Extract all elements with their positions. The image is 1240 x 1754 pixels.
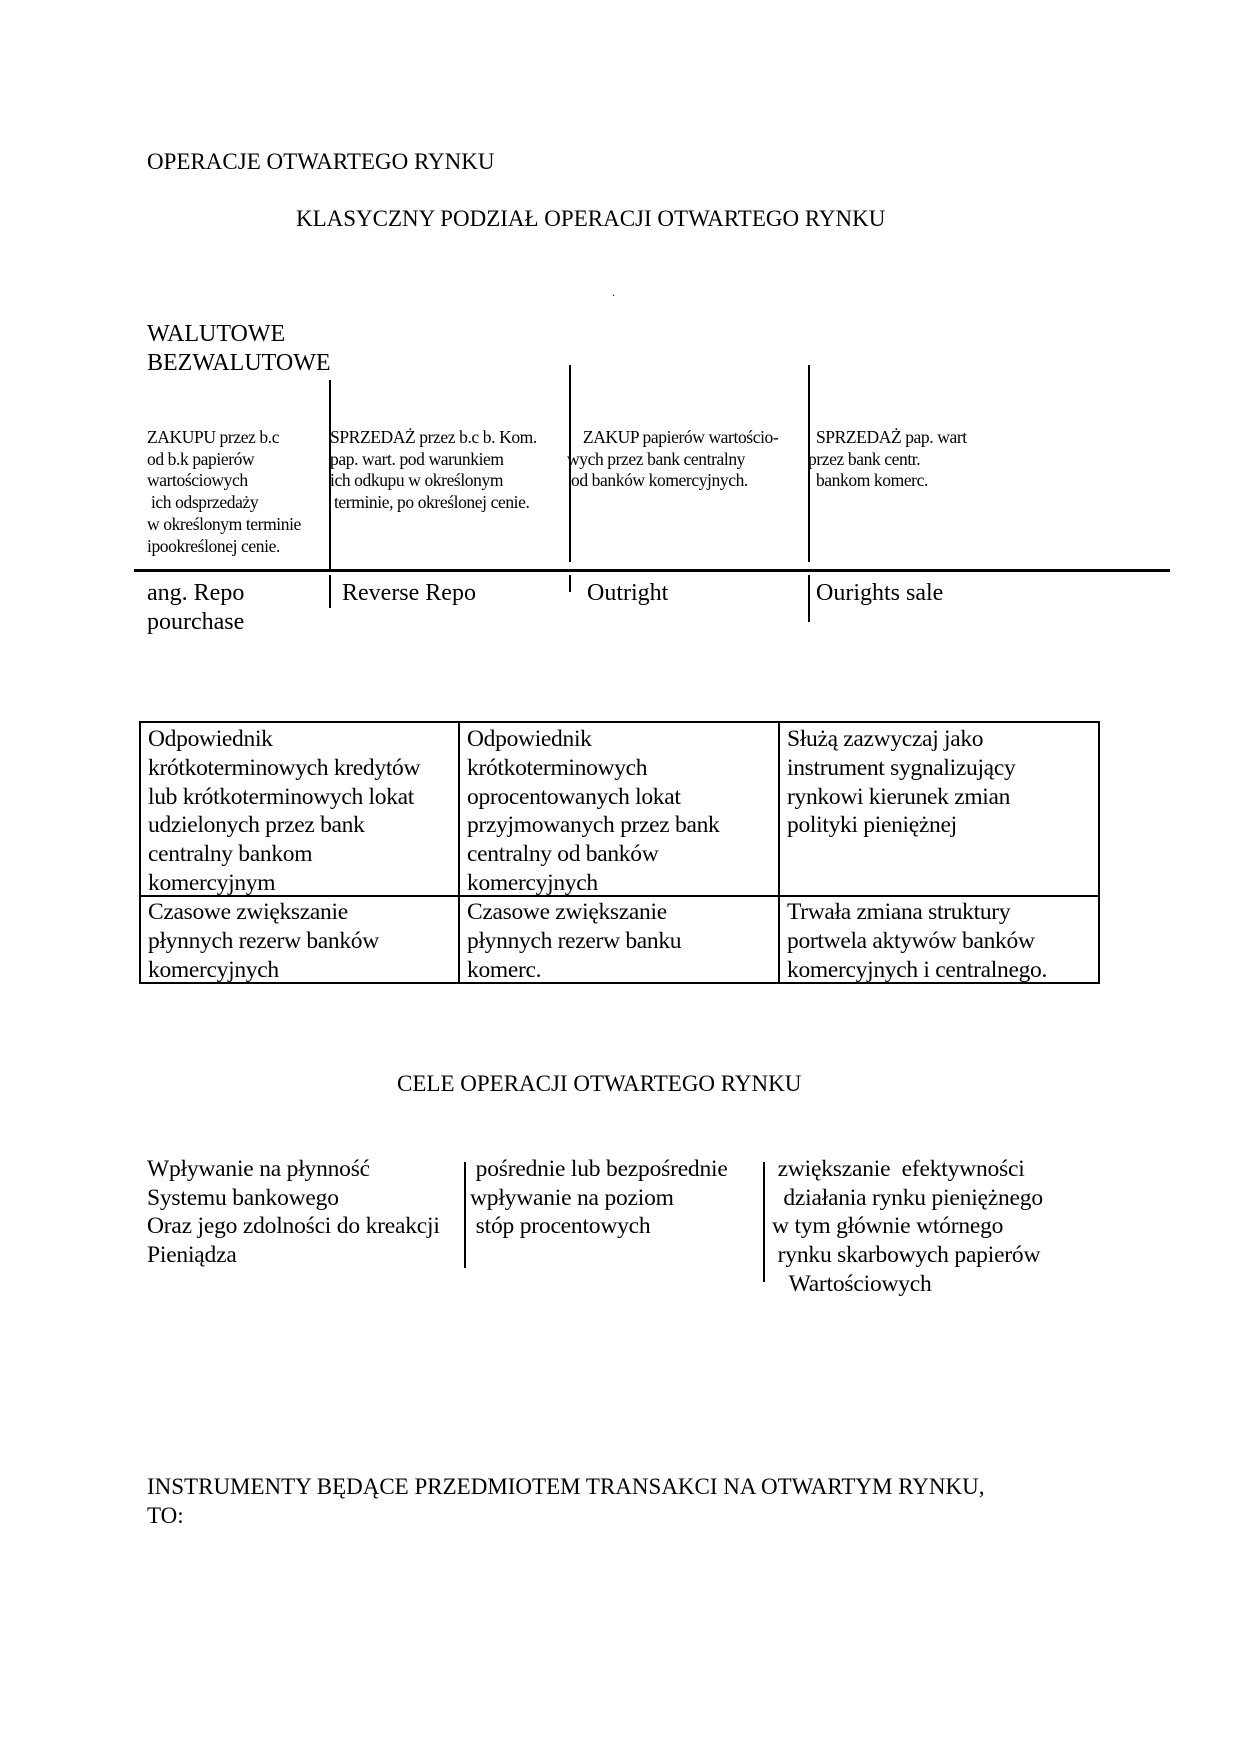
text-line: krótkoterminowych xyxy=(467,754,648,781)
text-line: w określonym terminie xyxy=(147,513,301,534)
operation-label xyxy=(147,579,244,637)
operation-label xyxy=(587,579,668,608)
text-line: instrument sygnalizujący xyxy=(787,754,1016,781)
operation-label xyxy=(342,579,476,608)
text-line: INSTRUMENTY BĘDĄCE PRZEDMIOTEM TRANSAKCI NA OTWARTYM RYNKU, xyxy=(147,1474,985,1499)
text-line: pośrednie lub bezpośrednie xyxy=(470,1156,728,1182)
text-line: płynnych rezerw banku xyxy=(467,927,682,954)
table-cell xyxy=(460,896,688,986)
divider-line xyxy=(569,575,571,592)
text-line: bankom komerc. xyxy=(808,470,928,491)
operation-description xyxy=(147,427,301,557)
text-line: SPRZEDAŻ pap. wart xyxy=(808,427,967,447)
text-line: pourchase xyxy=(147,609,245,635)
text-line: Odpowiednik xyxy=(148,726,273,752)
table-cell xyxy=(780,896,1054,986)
table-cell xyxy=(780,723,1022,842)
category-walutowe: WALUTOWE xyxy=(147,321,286,347)
document-title: OPERACJE OTWARTEGO RYNKU xyxy=(147,149,495,174)
text-line: Służą zazwyczaj jako xyxy=(787,726,984,752)
goal-item xyxy=(470,1155,728,1241)
text-line: Pieniądza xyxy=(147,1242,237,1269)
text-line: Czasowe zwiększanie xyxy=(467,899,667,925)
text-line: udzielonych przez bank xyxy=(148,812,365,839)
text-line: ipookreślonej cenie. xyxy=(147,535,280,556)
text-line: komercyjnym xyxy=(148,869,276,896)
text-line: od banków komercyjnych. xyxy=(567,470,748,491)
text-line: przez bank centr. xyxy=(808,448,921,469)
section-title-classic-division: KLASYCZNY PODZIAŁ OPERACJI OTWARTEGO RYNKU xyxy=(296,206,886,231)
divider-line xyxy=(329,575,331,608)
text-line: Reverse Repo xyxy=(342,580,476,606)
text-line: Czasowe zwiększanie xyxy=(148,899,348,925)
stray-dot: . xyxy=(612,285,615,299)
text-line: Oraz jego zdolności do kreakcji xyxy=(147,1213,440,1240)
text-line: ang. Repo xyxy=(147,580,245,606)
section-title-goals: CELE OPERACJI OTWARTEGO RYNKU xyxy=(397,1071,802,1096)
text-line: TO: xyxy=(147,1503,184,1528)
text-line: komercyjnych xyxy=(467,869,598,896)
category-bezwalutowe: BEZWALUTOWE xyxy=(147,350,331,376)
text-line: rynku skarbowych papierów xyxy=(772,1242,1041,1269)
text-line: portwela aktywów banków xyxy=(787,927,1035,954)
operation-description xyxy=(330,427,537,514)
divider-line xyxy=(763,1162,765,1282)
text-line: krótkoterminowych kredytów xyxy=(148,754,421,781)
text-line: Outright xyxy=(587,580,669,606)
table-cell xyxy=(141,723,427,900)
text-line: pap. wart. pod warunkiem xyxy=(330,448,504,469)
goal-item xyxy=(772,1155,1043,1299)
text-line: od b.k papierów xyxy=(147,448,255,469)
table-cell xyxy=(460,723,727,900)
text-line: wych przez bank centralny xyxy=(567,448,746,469)
text-line: stóp procentowych xyxy=(470,1213,651,1240)
text-line: Wpływanie na płynność xyxy=(147,1156,370,1182)
divider-line xyxy=(808,575,810,622)
text-line: zwiększanie efektywności xyxy=(772,1156,1025,1182)
text-line: Trwała zmiana struktury xyxy=(787,899,1011,925)
goal-item xyxy=(147,1155,440,1270)
section-title-instruments xyxy=(147,1472,985,1530)
text-line: centralny bankom xyxy=(148,841,313,868)
text-line: rynkowi kierunek zmian xyxy=(787,783,1011,810)
text-line: ZAKUPU przez b.c xyxy=(147,427,280,447)
text-line: Odpowiednik xyxy=(467,726,592,752)
text-line: oprocentowanych lokat xyxy=(467,783,681,810)
text-line: terminie, po określonej cenie. xyxy=(330,492,530,513)
text-line: komercyjnych xyxy=(148,956,279,983)
operation-label xyxy=(816,579,943,608)
operation-description xyxy=(567,427,778,492)
text-line: wpływanie na poziom xyxy=(470,1184,674,1211)
text-line: ich odsprzedaży xyxy=(147,492,259,513)
text-line: w tym głównie wtórnego xyxy=(772,1213,1004,1240)
text-line: wartościowych xyxy=(147,470,248,491)
text-line: Wartościowych xyxy=(772,1270,932,1297)
text-line: SPRZEDAŻ przez b.c b. Kom. xyxy=(330,427,537,447)
text-line: lub krótkoterminowych lokat xyxy=(148,783,415,810)
operation-description xyxy=(808,427,967,492)
text-line: ZAKUP papierów wartościo- xyxy=(567,427,779,447)
text-line: komerc. xyxy=(467,956,542,983)
text-line: Ourights sale xyxy=(816,580,944,606)
divider-line xyxy=(464,1162,466,1268)
table-cell xyxy=(141,896,386,986)
text-line: komercyjnych i centralnego. xyxy=(787,956,1048,983)
text-line: Systemu bankowego xyxy=(147,1184,339,1211)
horizontal-rule xyxy=(134,569,1170,572)
text-line: płynnych rezerw banków xyxy=(148,927,379,954)
text-line: centralny od banków xyxy=(467,841,659,868)
text-line: ich odkupu w określonym xyxy=(330,470,504,491)
text-line: przyjmowanych przez bank xyxy=(467,812,720,839)
text-line: polityki pieniężnej xyxy=(787,812,957,839)
text-line: działania rynku pieniężnego xyxy=(772,1184,1043,1211)
